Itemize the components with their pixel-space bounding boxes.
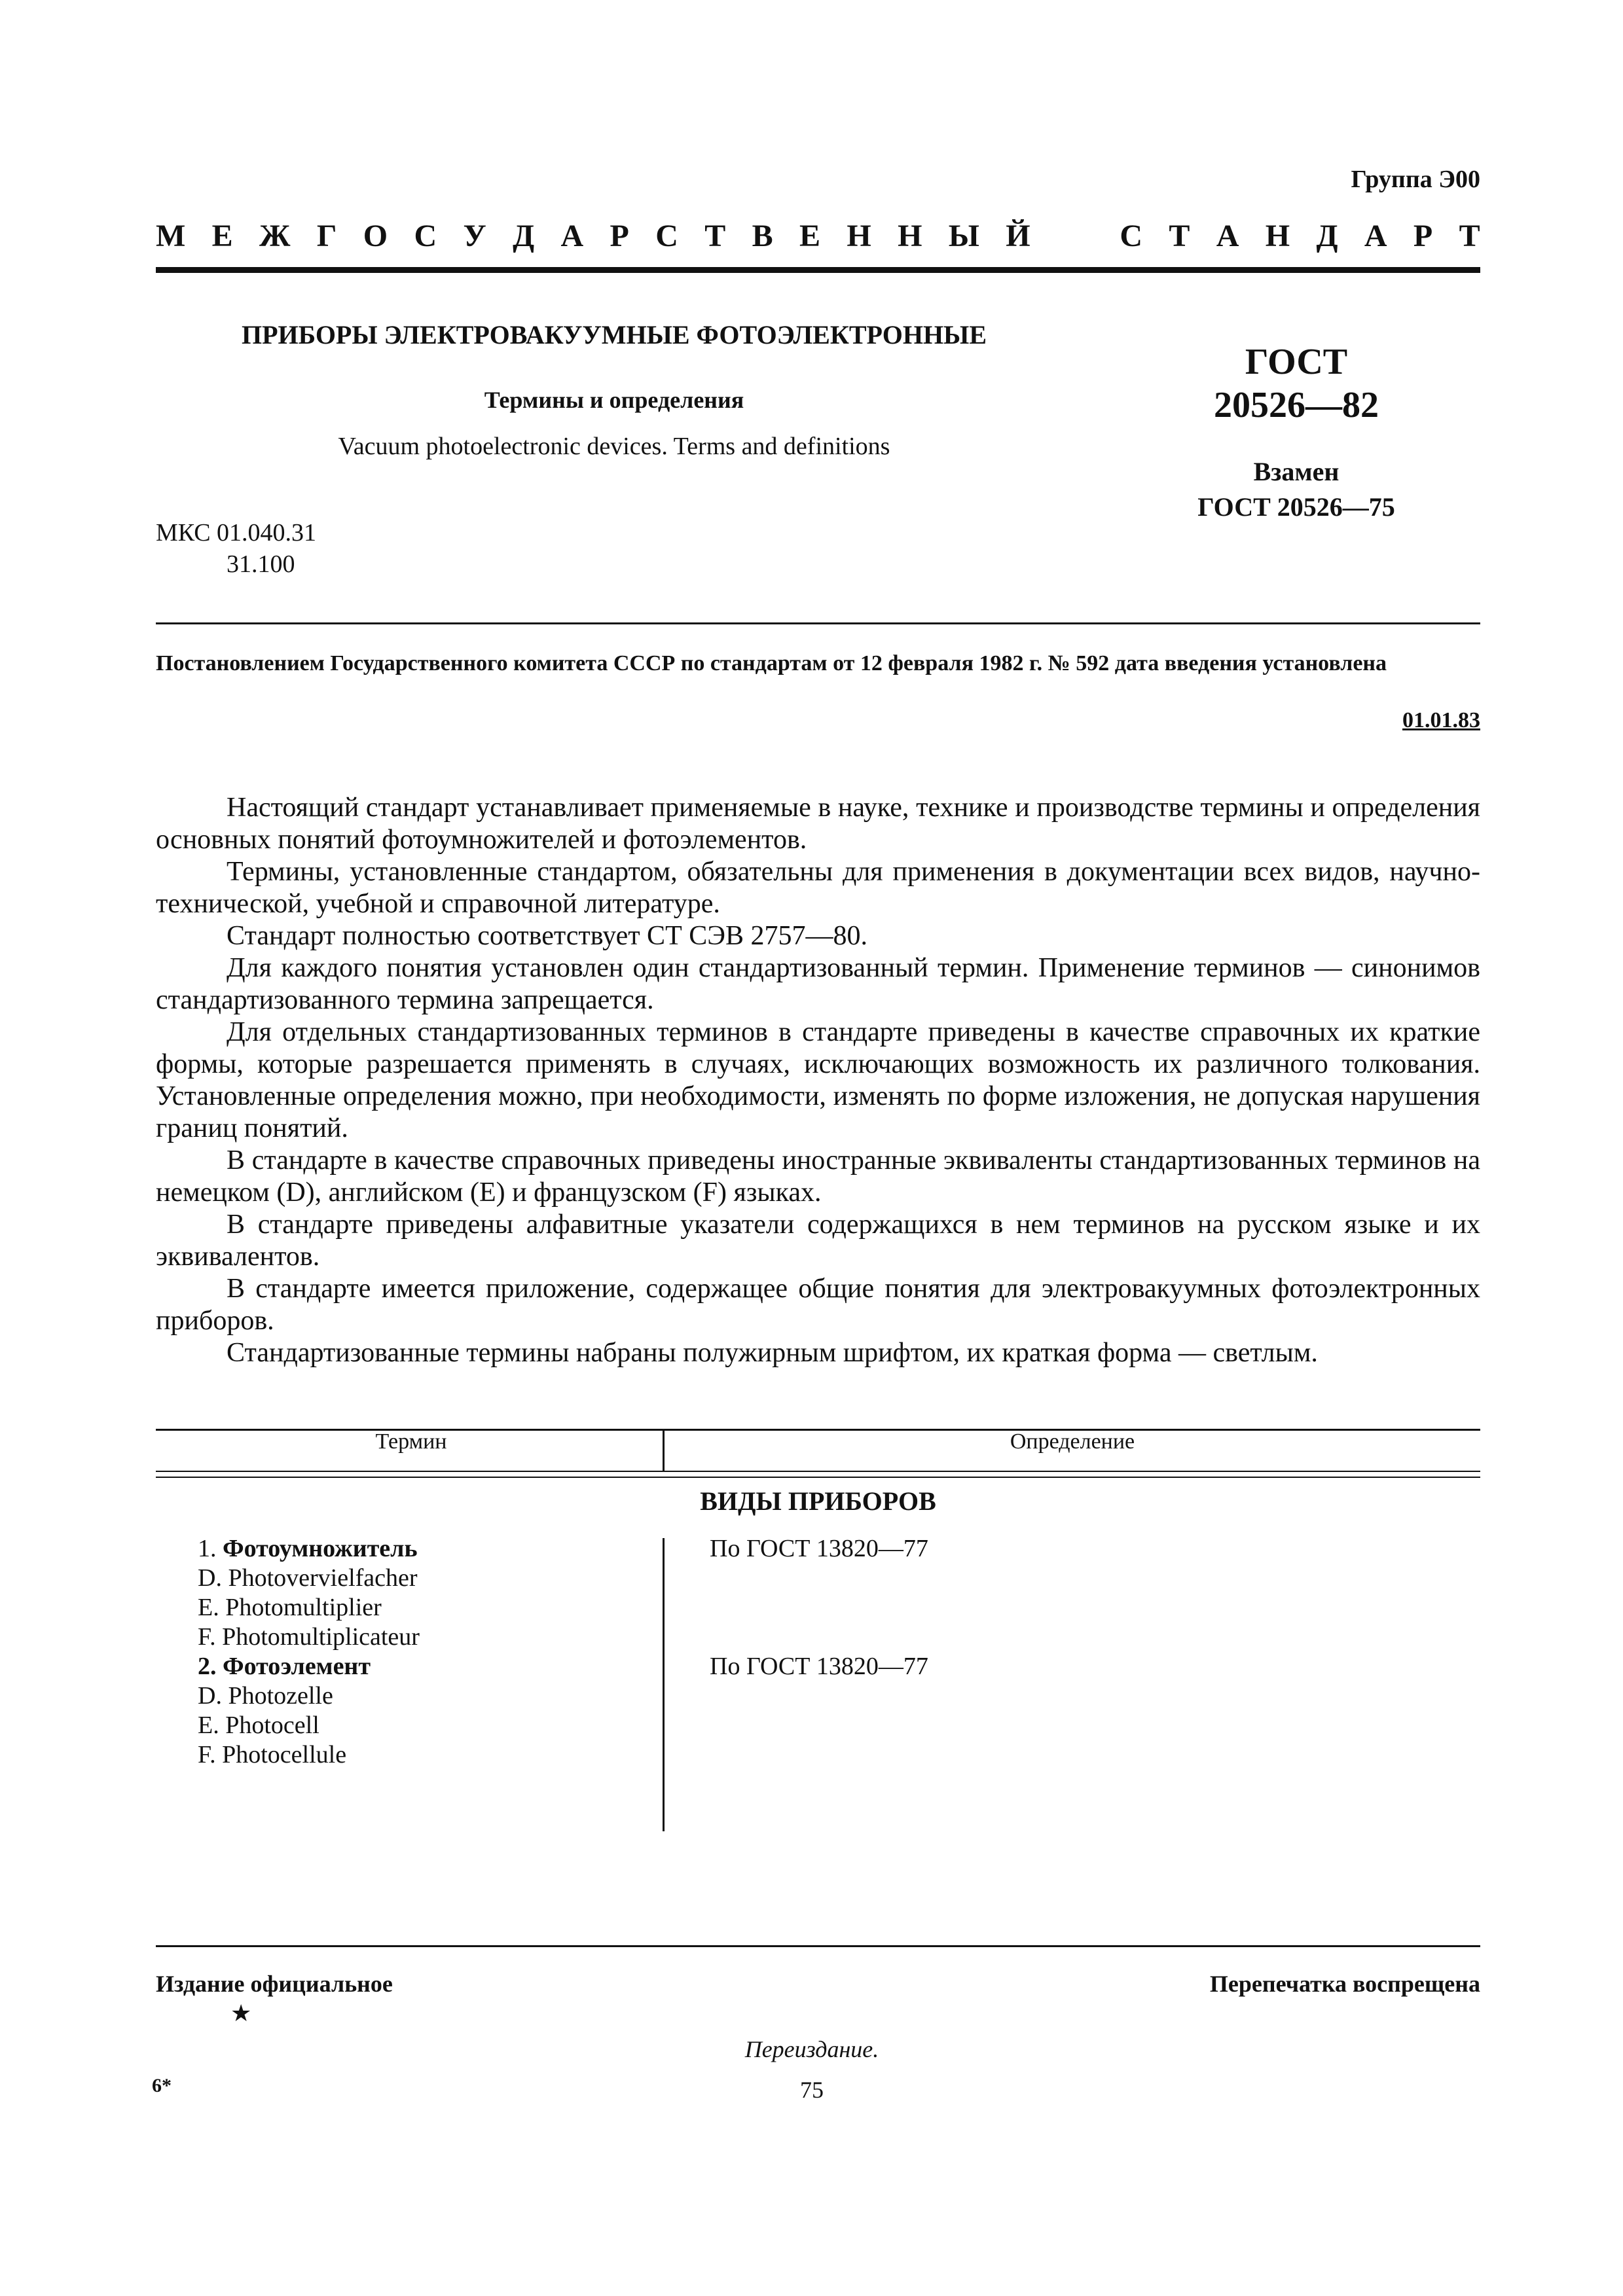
decree-text: Постановлением Государственного комитета СССР по стандартам от 12 февраля 1982 г. № 592 дата введения установлена	[156, 651, 1387, 675]
mks-line-1: МКС 01.040.31	[156, 519, 317, 547]
heading-letter: Д	[1316, 218, 1338, 253]
heading-letter: Ы	[948, 218, 979, 253]
gost-designation	[1113, 340, 1480, 525]
terms-column	[198, 1534, 420, 1770]
page-number: 75	[800, 2077, 824, 2103]
mks-code	[156, 517, 316, 580]
document-title: ПРИБОРЫ ЭЛЕКТРОВАКУУМНЫЕ ФОТОЭЛЕКТРОННЫЕ	[241, 320, 987, 350]
effective-date: 01.01.83	[1402, 708, 1480, 732]
gost-number: 20526—82	[1214, 385, 1379, 425]
column-header-term: Термин	[375, 1429, 447, 1454]
heading-letter: А	[1216, 218, 1239, 253]
heading-letter: Т	[1459, 218, 1480, 253]
term-number: 1.	[198, 1535, 217, 1562]
heading-letter: Р	[610, 218, 629, 253]
document-subtitle: Термины и определения	[484, 387, 744, 413]
replaces-gost: ГОСТ 20526—75	[1197, 492, 1395, 522]
heading-letter: Е	[799, 218, 821, 253]
edition-label: Издание официальное	[156, 1971, 393, 1997]
section-heading: ВИДЫ ПРИБОРОВ	[700, 1486, 936, 1516]
printer-signature: 6*	[152, 2075, 172, 2096]
reprint-notice: Перепечатка воспрещена	[1209, 1971, 1480, 1997]
heading-letter: Н	[1265, 218, 1290, 253]
heading-letter: В	[752, 218, 773, 253]
heading-letter: Д	[513, 218, 535, 253]
heading-letter: С	[655, 218, 678, 253]
gost-label: ГОСТ	[1245, 342, 1348, 382]
intro-paragraph: В стандарте имеется приложение, содержащее общие понятия для электровакуумных фотоэлектронных приборов.	[156, 1274, 1480, 1336]
heading-letter: Ж	[259, 218, 291, 253]
heading-letter: Н	[847, 218, 871, 253]
term-entry-2	[198, 1652, 420, 1770]
header-bottom-rule-1	[156, 1471, 1480, 1472]
intro-paragraph: Для отдельных стандартизованных терминов в стандарте приведены в качестве справочных их краткие формы, которые разрешается применять в случаях, исключающих возможность их различного толкования. Установленные определения можно, при необходимости, изменять по форме изложения, не допуская нарушения границ понятий.	[156, 1017, 1480, 1143]
replaces-label: Взамен	[1253, 457, 1340, 486]
star-icon: ★	[230, 2000, 252, 2026]
definition-1: По ГОСТ 13820—77	[710, 1535, 928, 1562]
term-name: Фотоумножитель	[223, 1535, 418, 1562]
intro-paragraph: В стандарте в качестве справочных приведены иностранные эквиваленты стандартизованных терминов на немецком (D), английском (E) и французском (F) языках.	[156, 1145, 1480, 1208]
heading-letter: Т	[704, 218, 726, 253]
intro-paragraph: Стандартизованные термины набраны полужирным шрифтом, их краткая форма — светлым.	[227, 1338, 1318, 1368]
heading-letter: Г	[316, 218, 337, 253]
term-french: F. Photomultiplicateur	[198, 1623, 420, 1651]
term-french: F. Photocellule	[198, 1741, 347, 1768]
footer-rule	[156, 1945, 1480, 1947]
term-german: D. Photozelle	[198, 1682, 333, 1710]
intro-paragraph: Термины, установленные стандартом, обязательны для применения в документации всех видов, научно-технической, учебной и справочной литературе.	[156, 857, 1480, 919]
heading-letter: М	[156, 218, 186, 253]
heading-letter: О	[363, 218, 388, 253]
intro-paragraph: Стандарт полностью соответствует СТ СЭВ 2757—80.	[227, 921, 867, 951]
heading-letter: А	[1364, 218, 1387, 253]
intro-text	[156, 792, 1480, 1369]
heading-letter: У	[463, 218, 486, 253]
heading-letter: С	[1120, 218, 1143, 253]
heading-letter: Т	[1169, 218, 1190, 253]
reissue-note: Переиздание.	[744, 2036, 879, 2062]
heading-letter: Й	[1006, 218, 1030, 253]
header-divider	[663, 1429, 665, 1471]
term-entry-1	[198, 1534, 420, 1652]
term-english: E. Photomultiplier	[198, 1594, 382, 1621]
term-number: 2.	[198, 1653, 217, 1680]
column-divider	[663, 1538, 665, 1831]
heading-letter: Е	[211, 218, 233, 253]
header-rule	[156, 267, 1480, 273]
column-header-definition: Определение	[1010, 1429, 1135, 1454]
heading-letter: С	[414, 218, 437, 253]
mks-line-2: 31.100	[227, 550, 295, 578]
term-name: Фотоэлемент	[223, 1653, 371, 1680]
heading-letter: Р	[1413, 218, 1433, 253]
heading-letter: А	[560, 218, 584, 253]
document-title-english: Vacuum photoelectronic devices. Terms and definitions	[338, 433, 890, 460]
standard-type-heading	[156, 216, 1480, 255]
term-english: E. Photocell	[198, 1712, 319, 1739]
section-rule	[156, 622, 1480, 624]
definition-2: По ГОСТ 13820—77	[710, 1653, 928, 1680]
intro-paragraph: Настоящий стандарт устанавливает применяемые в науке, технике и производстве термины и определения основных понятий фотоумножителей и фотоэлементов.	[156, 793, 1480, 855]
heading-letter: Н	[898, 218, 922, 253]
term-german: D. Photovervielfacher	[198, 1564, 418, 1592]
intro-paragraph: В стандарте приведены алфавитные указатели содержащихся в нем терминов на русском языке и их эквивалентов.	[156, 1210, 1480, 1272]
header-bottom-rule-2	[156, 1477, 1480, 1478]
intro-paragraph: Для каждого понятия установлен один стандартизованный термин. Применение терминов — синонимов стандартизованного термина запрещается.	[156, 953, 1480, 1015]
group-code: Группа Э00	[1351, 166, 1480, 193]
